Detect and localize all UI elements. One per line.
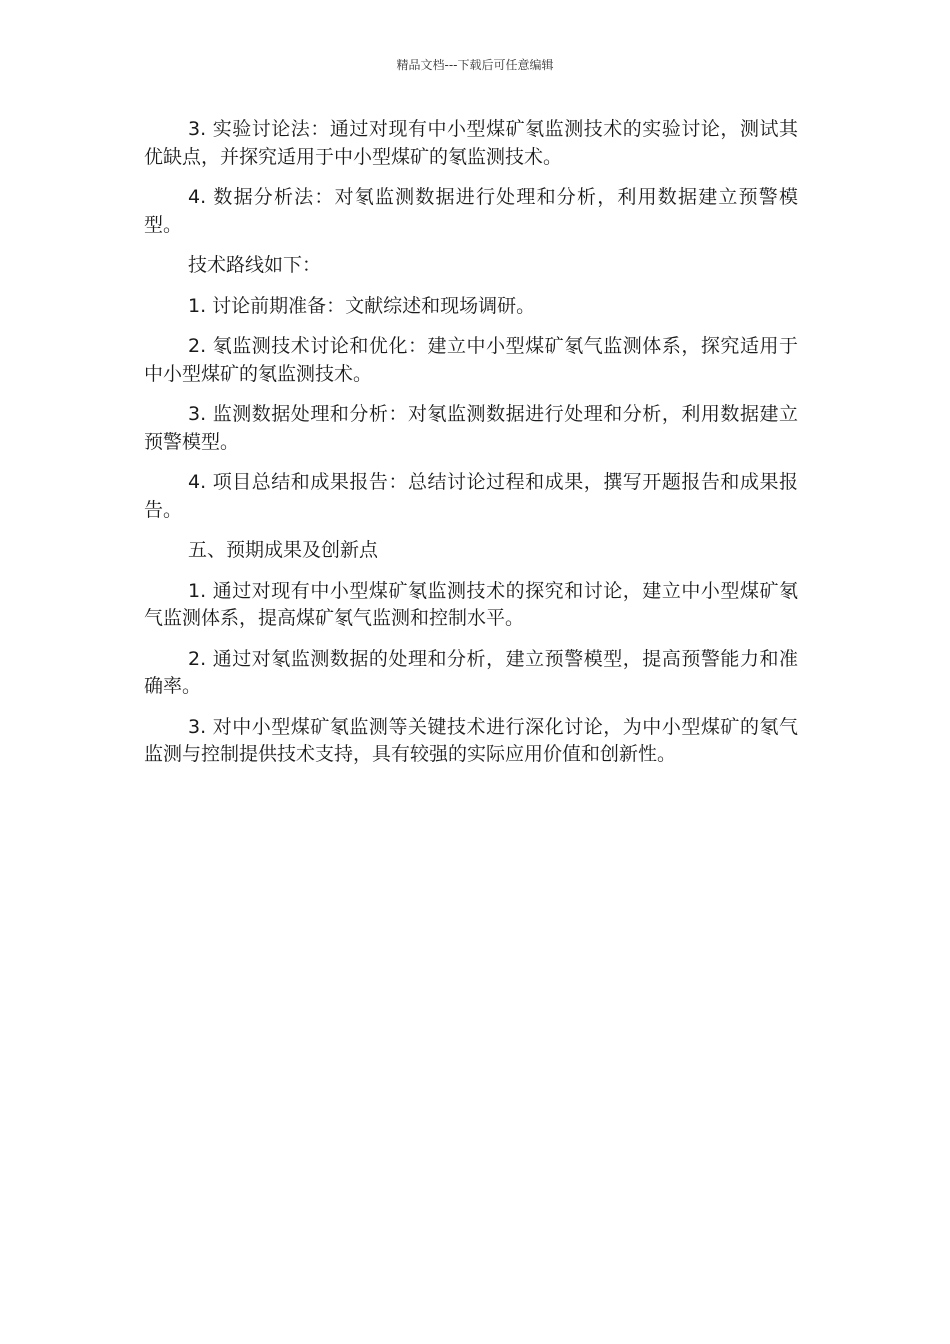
paragraph-outcome-3: 3. 对中小型煤矿氡监测等关键技术进行深化讨论，为中小型煤矿的氡气监测与控制提供技术支持，具有较强的实际应用价值和创新性。	[144, 715, 798, 765]
paragraph-route-step-3: 3. 监测数据处理和分析：对氡监测数据进行处理和分析，利用数据建立预警模型。	[144, 403, 798, 453]
paragraph-method-experiment: 3. 实验讨论法：通过对现有中小型煤矿氡监测技术的实验讨论，测试其优缺点，并探究适用于中小型煤矿的氡监测技术。	[144, 118, 798, 168]
paragraph-outcome-2: 2. 通过对氡监测数据的处理和分析，建立预警模型，提高预警能力和准确率。	[144, 647, 798, 697]
page-header: 精品文档---下载后可任意编辑	[396, 58, 554, 72]
document-body	[144, 116, 798, 782]
paragraph-outcome-1: 1. 通过对现有中小型煤矿氡监测技术的探究和讨论，建立中小型煤矿氡气监测体系，提高煤矿氡气监测和控制水平。	[144, 579, 798, 629]
paragraph-route-step-4: 4. 项目总结和成果报告：总结讨论过程和成果，撰写开题报告和成果报告。	[144, 471, 798, 521]
section-heading-outcomes: 五、预期成果及创新点	[188, 539, 379, 561]
paragraph-method-data-analysis: 4. 数据分析法：对氡监测数据进行处理和分析，利用数据建立预警模型。	[144, 186, 798, 236]
paragraph-route-step-2: 2. 氡监测技术讨论和优化：建立中小型煤矿氡气监测体系，探究适用于中小型煤矿的氡监测技术。	[144, 335, 798, 385]
paragraph-route-step-1: 1. 讨论前期准备：文献综述和现场调研。	[188, 294, 536, 317]
paragraph-route-heading: 技术路线如下：	[188, 254, 322, 276]
